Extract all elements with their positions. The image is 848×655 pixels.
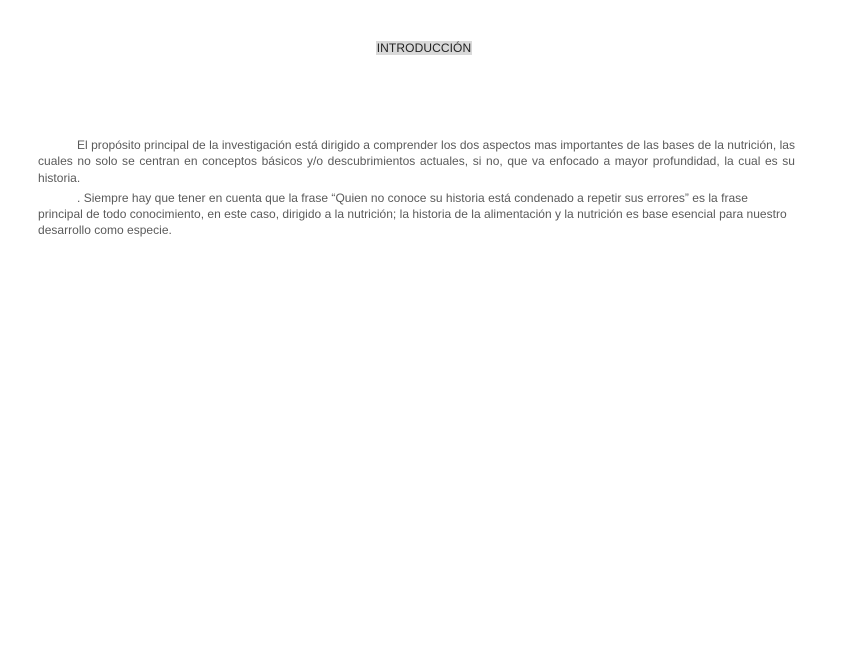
paragraph-2: . Siempre hay que tener en cuenta que la frase “Quien no conoce su historia está condenado a repetir sus errores” es la frase principal de todo conocimiento, en este caso, dirigido a la nutrición; la historia de la alimentación y la nutrición es base esencial para nuestro desarrollo como especie.	[38, 190, 787, 238]
document-body	[38, 137, 795, 243]
title-container	[0, 39, 848, 57]
page-title: INTRODUCCIÓN	[376, 41, 472, 55]
paragraph-1: El propósito principal de la investigación está dirigido a comprender los dos aspectos mas importantes de las bases de la nutrición, las cuales no solo se centran en conceptos básicos y/o descubrimientos actuales, si no, que va enfocado a mayor profundidad, la cual es su historia.	[38, 138, 795, 185]
